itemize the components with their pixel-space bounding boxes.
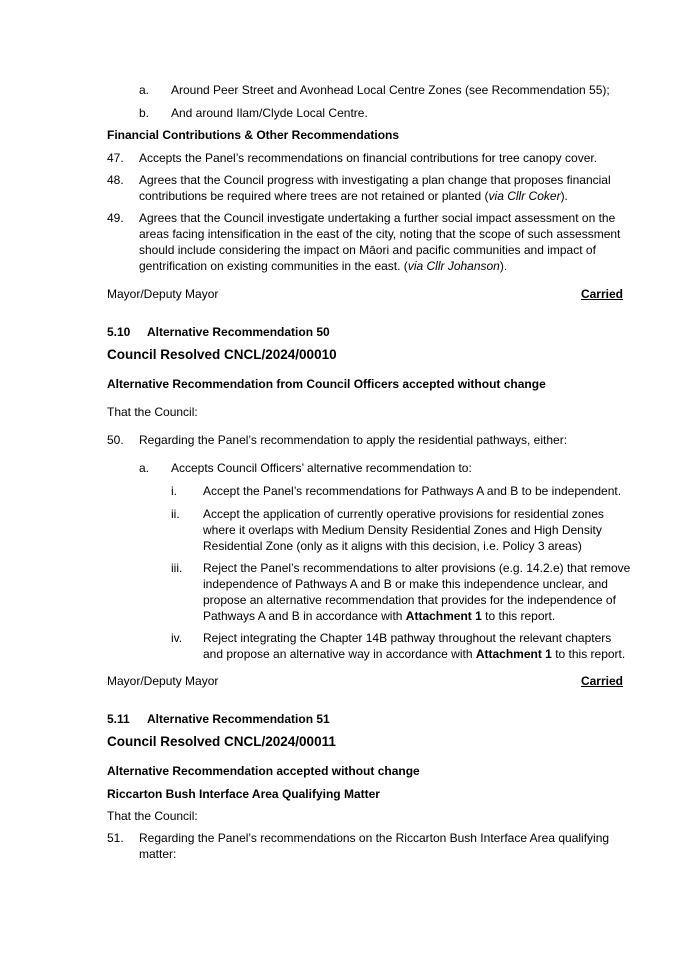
- section-title: Alternative Recommendation 51: [147, 712, 330, 726]
- item-number: 47.: [107, 151, 124, 165]
- carried-label: Carried: [580, 287, 623, 301]
- intro-text: That the Council:: [107, 809, 198, 823]
- item-text: gentrification on existing communities in the east. (via Cllr Johanson).: [139, 259, 508, 273]
- resolution-heading: Council Resolved CNCL/2024/00011: [107, 734, 336, 749]
- item-text: Agrees that the Council progress with investigating a plan change that proposes financial: [139, 173, 611, 187]
- attachment-ref: Attachment 1: [475, 647, 552, 661]
- item-number: 51.: [107, 831, 124, 845]
- item-number: 50.: [107, 433, 124, 447]
- resolution-heading: Council Resolved CNCL/2024/00010: [107, 347, 337, 362]
- roman-text: Reject the Panel’s recommendations to alter provisions (e.g. 14.2.e) that remove: [203, 561, 631, 575]
- section-number: 5.10: [107, 325, 131, 339]
- sub-heading: Alternative Recommendation from Council Officers accepted without change: [107, 377, 546, 391]
- list-item-text: Around Peer Street and Avonhead Local Centre Zones (see Recommendation 55);: [171, 83, 610, 97]
- roman-text: Accept the application of currently operative provisions for residential zones: [203, 507, 604, 521]
- roman-marker: ii.: [171, 507, 180, 521]
- roman-text: Accept the Panel’s recommendations for Pathways A and B to be independent.: [203, 484, 622, 498]
- roman-marker: iv.: [171, 631, 183, 645]
- item-text: Regarding the Panel’s recommendation to apply the residential pathways, either:: [139, 433, 568, 447]
- roman-text: Residential Zone (only as it aligns with this decision, i.e. Policy 3 areas): [203, 539, 582, 553]
- sub-heading: Alternative Recommendation accepted without change: [107, 764, 420, 778]
- mover-label: Mayor/Deputy Mayor: [107, 287, 219, 301]
- list-item-text: Accepts Council Officers’ alternative recommendation to:: [171, 461, 472, 475]
- item-text: Agrees that the Council investigate undertaking a further social impact assessment on the: [139, 211, 616, 225]
- carried-label: Carried: [580, 674, 623, 688]
- roman-text: Reject integrating the Chapter 14B pathway throughout the relevant chapters: [203, 631, 612, 645]
- intro-text: That the Council:: [107, 405, 198, 419]
- section-number: 5.11: [107, 712, 130, 726]
- roman-marker: i.: [171, 484, 177, 498]
- item-text: should include considering the impact on Māori and pacific communities and impact of: [139, 243, 596, 257]
- section-heading: Financial Contributions & Other Recommendations: [107, 128, 400, 142]
- item-text: contributions be required where trees are not retained or planted (via Cllr Coker).: [139, 189, 568, 203]
- roman-text: independence of Pathways A and B or make this independence unclear, and: [203, 577, 608, 591]
- item-text: matter:: [139, 847, 177, 861]
- item-number: 49.: [107, 211, 124, 225]
- section-title: Alternative Recommendation 50: [147, 325, 330, 339]
- list-marker: b.: [139, 106, 150, 120]
- item-text: areas facing intensification in the east of the city, noting that the scope of such assessment: [139, 227, 621, 241]
- roman-text: where it overlaps with Medium Density Residential Zones and High Density: [203, 523, 602, 537]
- list-marker: a.: [139, 83, 150, 97]
- mover-label: Mayor/Deputy Mayor: [107, 674, 219, 688]
- item-number: 48.: [107, 173, 124, 187]
- roman-text: propose an alternative recommendation that provides for the independence of: [203, 593, 616, 607]
- attachment-ref: Attachment 1: [405, 609, 482, 623]
- roman-text: and propose an alternative way in accordance with Attachment 1 to this report.: [203, 647, 626, 661]
- roman-text: Pathways A and B in accordance with Attachment 1 to this report.: [203, 609, 556, 623]
- list-item-text: And around Ilam/Clyde Local Centre.: [171, 106, 368, 120]
- list-marker: a.: [139, 461, 150, 475]
- roman-marker: iii.: [171, 561, 183, 575]
- item-text: Accepts the Panel’s recommendations on financial contributions for tree canopy cover.: [139, 151, 598, 165]
- sub-heading: Riccarton Bush Interface Area Qualifying Matter: [107, 787, 380, 801]
- item-text: Regarding the Panel’s recommendations on the Riccarton Bush Interface Area qualifying: [139, 831, 610, 845]
